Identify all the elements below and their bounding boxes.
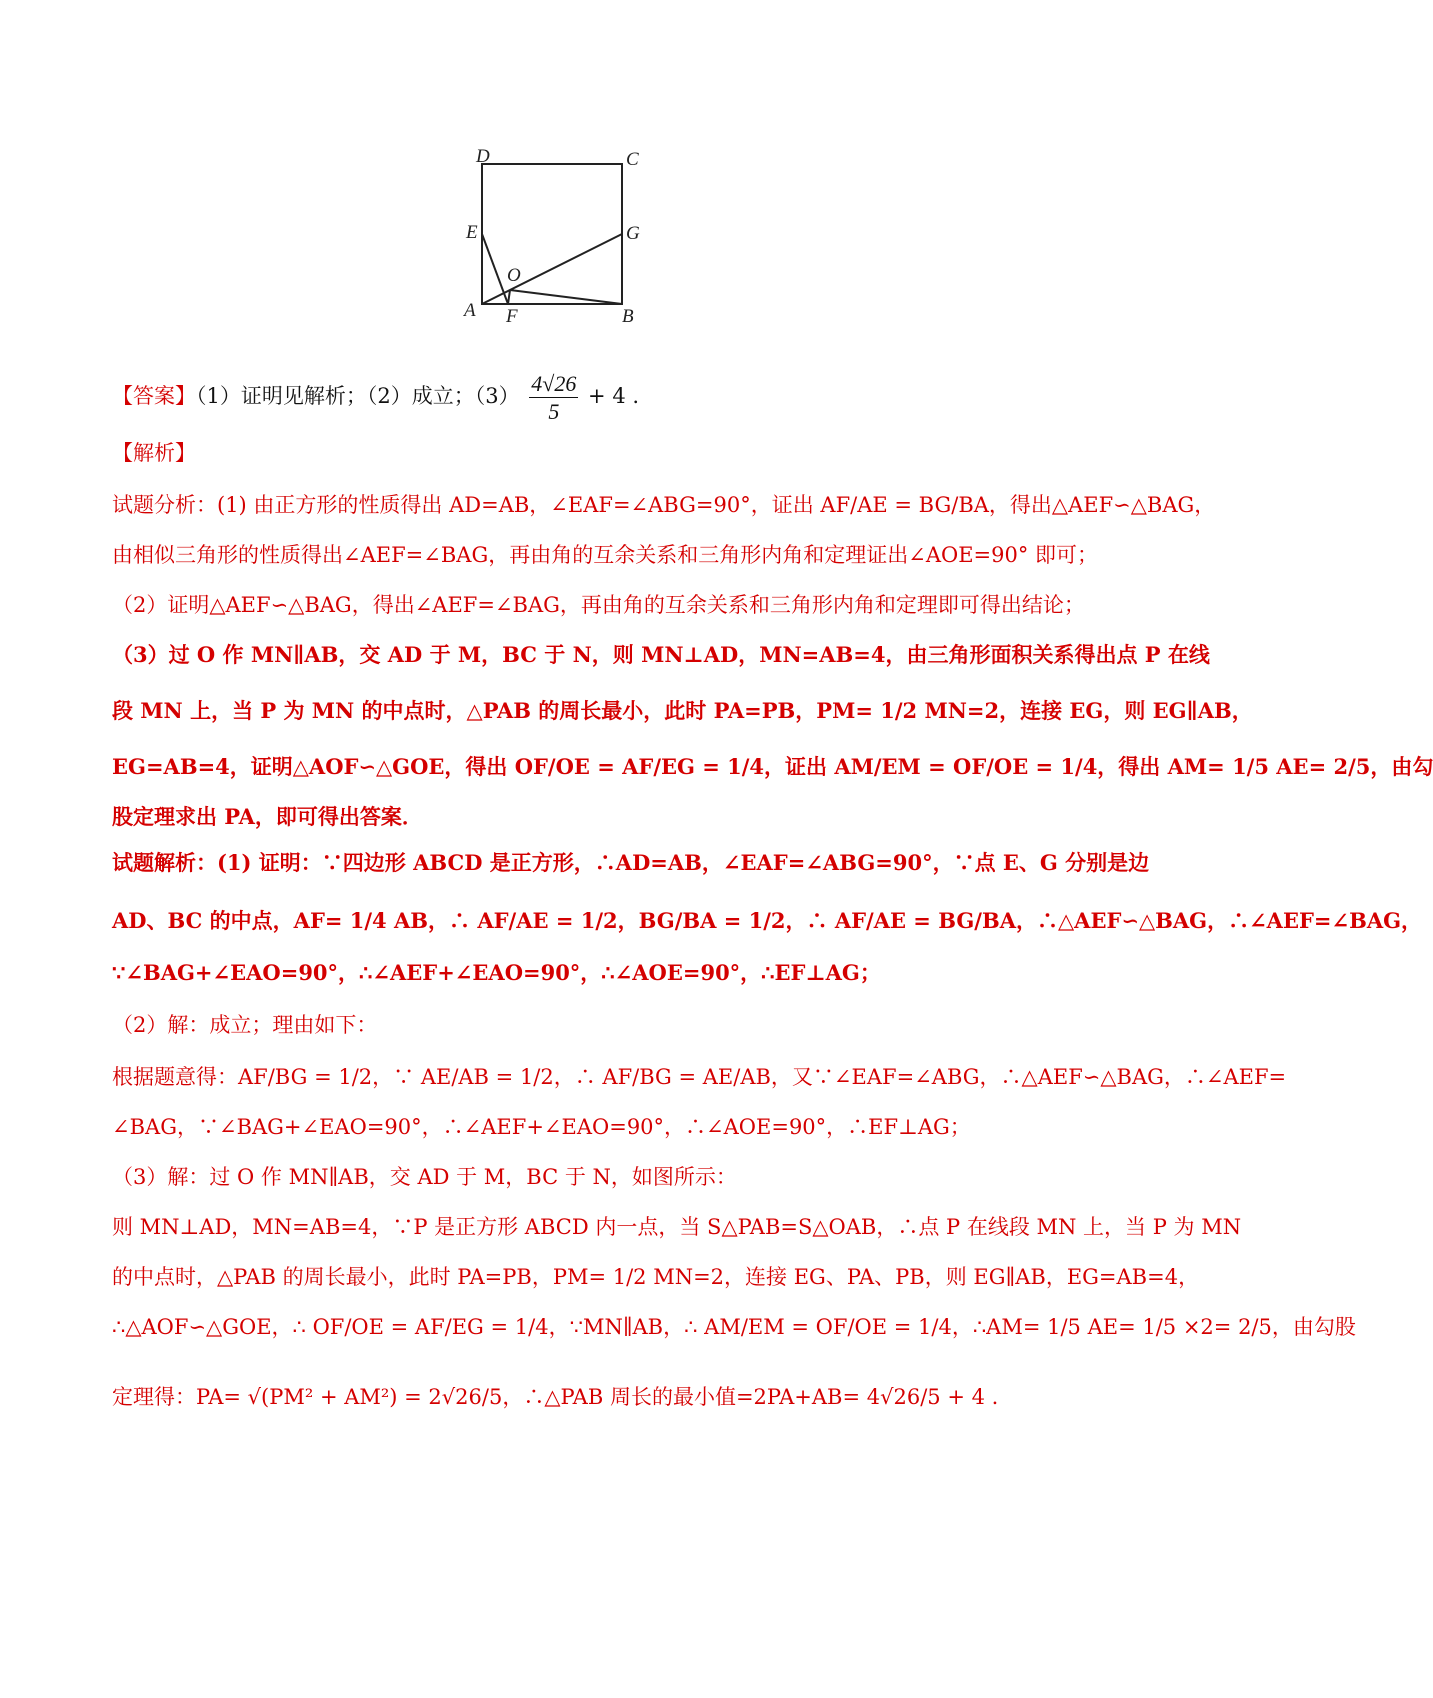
solution-line-5: 根据题意得：AF/BG = 1/2，∵ AE/AB = 1/2，∴ AF/BG = AE/AB，又∵∠EAF=∠ABG，∴△AEF∽△BAG，∴∠AEF= <box>112 1065 1287 1089</box>
label-d: D <box>476 146 490 167</box>
solution-line-8: 则 MN⊥AD，MN=AB=4，∵P 是正方形 ABCD 内一点，当 S△PAB=S△OAB，∴点 P 在线段 MN 上，当 P 为 MN <box>112 1215 1242 1239</box>
analysis-line-4: （3）过 O 作 MN∥AB，交 AD 于 M，BC 于 N，则 MN⊥AD，MN=AB=4，由三角形面积关系得出点 P 在线 <box>112 642 1210 667</box>
analysis-line-6: EG=AB=4，证明△AOF∽△GOE，得出 OF/OE = AF/EG = 1/4，证出 AM/EM = OF/OE = 1/4，得出 AM= 1/5 AE= 2/5，由勾 <box>112 754 1433 779</box>
answer-numerator: 4√26 <box>531 371 577 396</box>
answer-fraction <box>529 370 578 425</box>
solution-line-10: ∴△AOF∽△GOE，∴ OF/OE = AF/EG = 1/4，∵MN∥AB，∴ AM/EM = OF/OE = 1/4，∴AM= 1/5 AE= 1/5 ×2= 2/5，由勾股 <box>112 1315 1356 1339</box>
label-b: B <box>622 306 634 327</box>
segment-fo <box>508 290 510 304</box>
label-f: F <box>506 306 518 327</box>
segment-ob <box>510 290 622 304</box>
answer-text: （1）证明见解析；（2）成立；（3） <box>196 384 520 408</box>
answer-tail: + 4 . <box>588 384 640 408</box>
analysis-line-5: 段 MN 上，当 P 为 MN 的中点时，△PAB 的周长最小，此时 PA=PB，PM= 1/2 MN=2，连接 EG，则 EG∥AB， <box>112 698 1253 723</box>
segment-ag <box>482 234 622 304</box>
label-c: C <box>626 149 639 170</box>
answer-denominator: 5 <box>548 399 560 424</box>
solution-line-7: （3）解：过 O 作 MN∥AB，交 AD 于 M，BC 于 N，如图所示： <box>112 1165 737 1189</box>
label-a: A <box>464 300 476 321</box>
analysis-line-2: 由相似三角形的性质得出∠AEF=∠BAG，再由角的互余关系和三角形内角和定理证出∠AOE=90° 即可； <box>112 543 1099 567</box>
analysis-line-1: 试题分析：(1) 由正方形的性质得出 AD=AB，∠EAF=∠ABG=90°，证出 AF/AE = BG/BA，得出△AEF∽△BAG， <box>112 493 1216 517</box>
geometry-figure <box>464 146 700 350</box>
label-o: O <box>507 265 521 286</box>
analysis-line-3: （2）证明△AEF∽△BAG，得出∠AEF=∠BAG，再由角的互余关系和三角形内角和定理即可得出结论； <box>112 593 1085 617</box>
solution-line-1: 试题解析：(1) 证明：∵四边形 ABCD 是正方形，∴AD=AB，∠EAF=∠ABG=90°，∵点 E、G 分别是边 <box>112 850 1150 875</box>
solution-line-2: AD、BC 的中点，AF= 1/4 AB，∴ AF/AE = 1/2，BG/BA = 1/2，∴ AF/AE = BG/BA，∴△AEF∽△BAG，∴∠AEF=∠BAG， <box>112 908 1423 933</box>
square-abcd <box>482 164 622 304</box>
label-e: E <box>466 222 478 243</box>
label-g: G <box>626 223 640 244</box>
answer-tag: 【答案】 <box>112 384 196 408</box>
analysis-tag: 【解析】 <box>112 441 196 465</box>
analysis-line-7: 股定理求出 PA，即可得出答案． <box>112 804 423 829</box>
solution-line-9: 的中点时，△PAB 的周长最小，此时 PA=PB，PM= 1/2 MN=2，连接 EG、PA、PB，则 EG∥AB，EG=AB=4， <box>112 1265 1200 1289</box>
solution-line-3: ∵∠BAG+∠EAO=90°，∴∠AEF+∠EAO=90°，∴∠AOE=90°，∴EF⊥AG； <box>112 960 881 985</box>
solution-line-11: 定理得：PA= √(PM² + AM²) = 2√26/5，∴△PAB 周长的最小值=2PA+AB= 4√26/5 + 4 . <box>112 1385 999 1409</box>
answer-line <box>112 370 639 425</box>
solution-line-6: ∠BAG，∵∠BAG+∠EAO=90°，∴∠AEF+∠EAO=90°，∴∠AOE=90°，∴EF⊥AG； <box>112 1115 971 1139</box>
solution-line-4: （2）解：成立；理由如下： <box>112 1013 378 1037</box>
